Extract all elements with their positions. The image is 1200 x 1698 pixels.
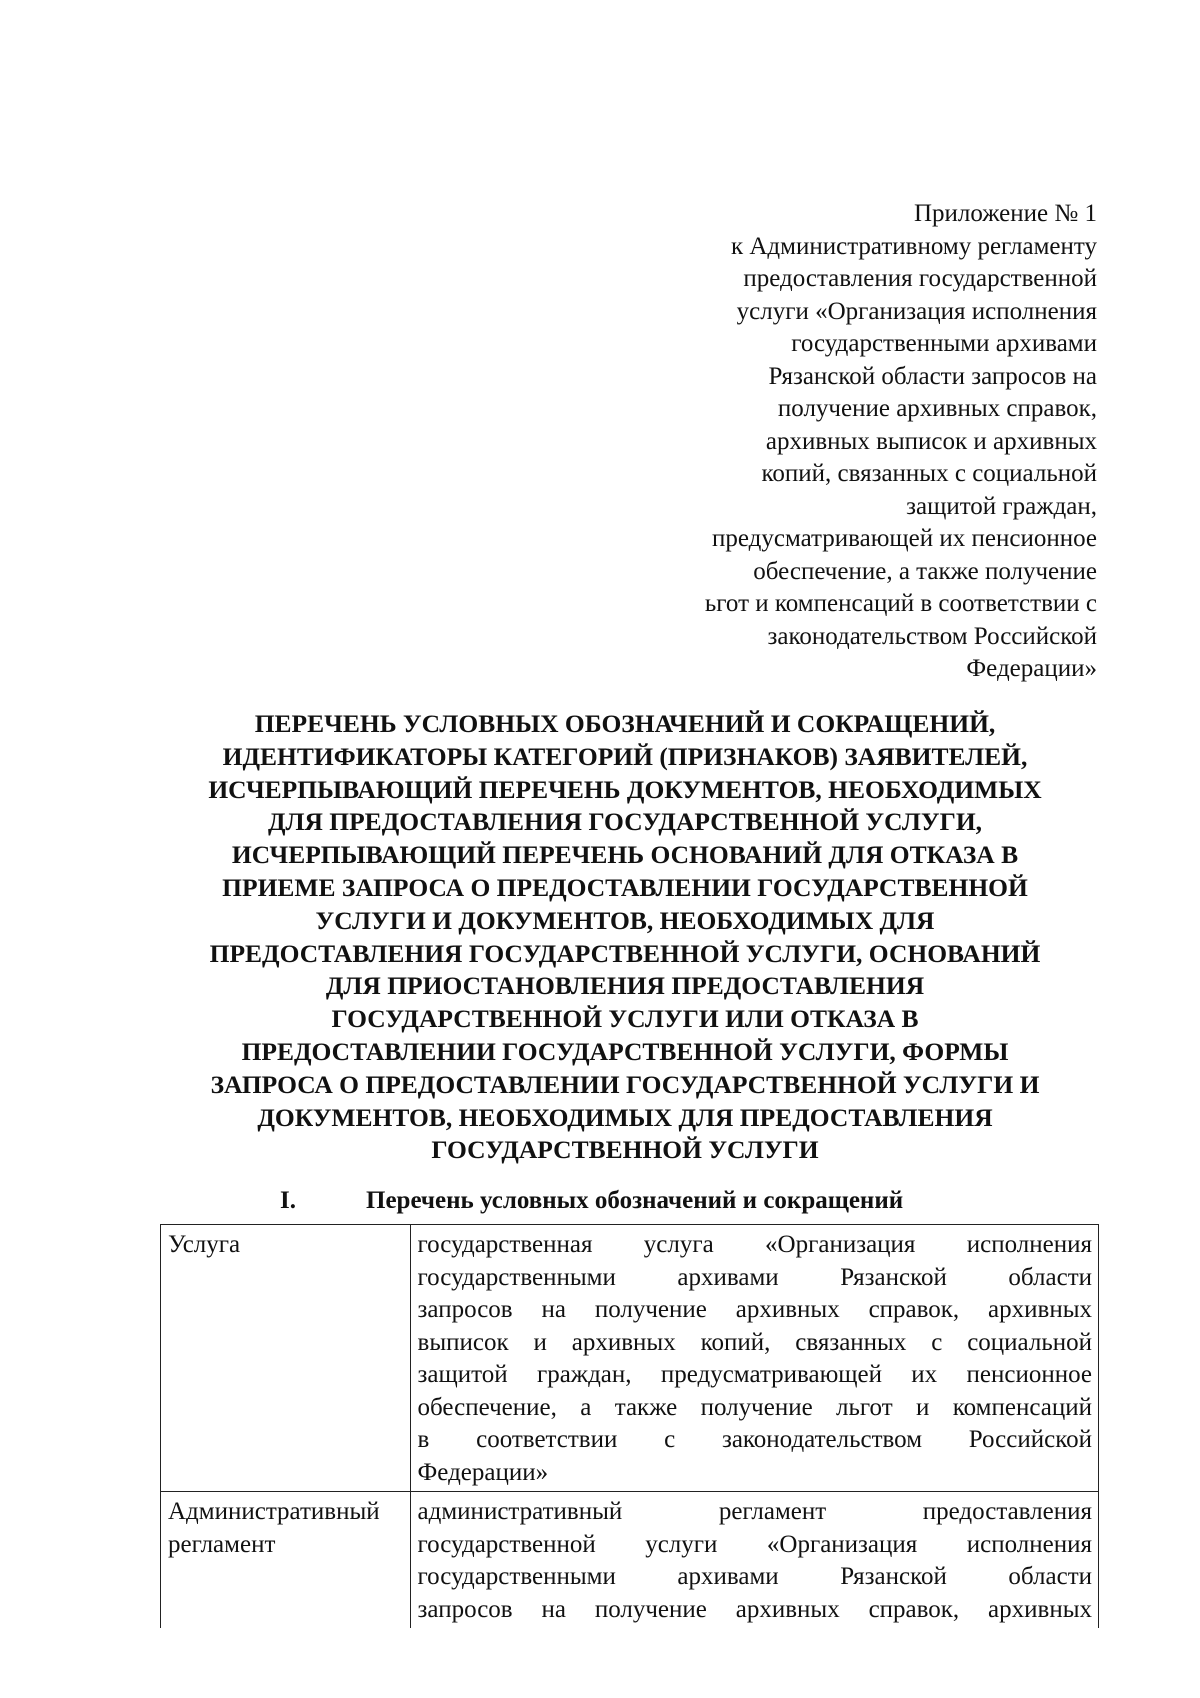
appendix-line: услуги «Организация исполнения [736, 297, 1097, 325]
title-line: ЗАПРОСА О ПРЕДОСТАВЛЕНИИ ГОСУДАРСТВЕННОЙ УСЛУГИ И [210, 1069, 1040, 1099]
title-line: ПРИЕМЕ ЗАПРОСА О ПРЕДОСТАВЛЕНИИ ГОСУДАРСТВЕННОЙ [222, 872, 1028, 902]
appendix-reference [577, 198, 1097, 686]
appendix-line: к Административному регламенту [730, 232, 1097, 260]
appendix-line: законодательством Российской [767, 622, 1097, 650]
appendix-line: Приложение № 1 [913, 200, 1097, 227]
title-line: ИСЧЕРПЫВАЮЩИЙ ПЕРЕЧЕНЬ ОСНОВАНИЙ ДЛЯ ОТКАЗА В [231, 840, 1019, 870]
appendix-line: архивных выписок и архивных [765, 427, 1097, 455]
definition-line: административный регламент предоставления [417, 1498, 1092, 1525]
definition-line: государственными архивами Рязанской области [417, 1263, 1092, 1291]
document-title [155, 708, 1095, 1167]
term-cell [161, 1225, 411, 1492]
title-line: ПРЕДОСТАВЛЕНИЯ ГОСУДАРСТВЕННОЙ УСЛУГИ, ОСНОВАНИЙ [209, 938, 1041, 968]
definition-cell [410, 1225, 1098, 1492]
definition-line: защитой граждан, предусматривающей их пенсионное [417, 1361, 1092, 1388]
appendix-line: обеспечение, а также получение [753, 557, 1097, 585]
title-line: ПРЕДОСТАВЛЕНИИ ГОСУДАРСТВЕННОЙ УСЛУГИ, ФОРМЫ [241, 1036, 1009, 1066]
section-heading [280, 1186, 903, 1216]
abbreviations-table [160, 1224, 1099, 1628]
appendix-line: получение архивных справок, [777, 395, 1097, 422]
title-line: ГОСУДАРСТВЕННОЙ УСЛУГИ ИЛИ ОТКАЗА В [331, 1004, 919, 1034]
title-line: ДОКУМЕНТОВ, НЕОБХОДИМЫХ ДЛЯ ПРЕДОСТАВЛЕНИЯ [257, 1102, 993, 1132]
appendix-line: государственными архивами [791, 330, 1097, 357]
definition-line: запросов на получение архивных справок, архивных [417, 1296, 1092, 1323]
definition-line: запросов на получение архивных справок, архивных [417, 1595, 1092, 1623]
definition-cell [410, 1492, 1098, 1629]
table-row [161, 1492, 1099, 1629]
term-cell [161, 1492, 411, 1629]
definition-line: государственной услуги «Организация исполнения [417, 1530, 1092, 1558]
term-line: регламент [168, 1530, 276, 1558]
section-number: I. [280, 1187, 296, 1214]
appendix-line: предусматривающей их пенсионное [711, 525, 1097, 552]
appendix-line: ьгот и компенсаций в соответствии с [704, 590, 1097, 617]
term-line: Административный [168, 1498, 380, 1525]
title-line: ДЛЯ ПРЕДОСТАВЛЕНИЯ ГОСУДАРСТВЕННОЙ УСЛУГИ, [267, 807, 983, 837]
definition-line: обеспечение, а также получение льгот и компенсаций [417, 1393, 1092, 1421]
definition-line: государственная услуга «Организация исполнения [417, 1231, 1092, 1258]
term-line: Услуга [168, 1231, 241, 1258]
section-title: Перечень условных обозначений и сокращений [366, 1187, 904, 1214]
definition-line: в соответствии с законодательством Российской [417, 1426, 1092, 1453]
title-line: ИСЧЕРПЫВАЮЩИЙ ПЕРЕЧЕНЬ ДОКУМЕНТОВ, НЕОБХОДИМЫХ [208, 774, 1042, 804]
title-line: УСЛУГИ И ДОКУМЕНТОВ, НЕОБХОДИМЫХ ДЛЯ [315, 905, 935, 935]
definition-line: Федерации» [417, 1458, 549, 1486]
appendix-line: Федерации» [966, 655, 1097, 682]
appendix-line: Рязанской области запросов на [768, 362, 1097, 390]
title-line: ИДЕНТИФИКАТОРЫ КАТЕГОРИЙ (ПРИЗНАКОВ) ЗАЯВИТЕЛЕЙ, [222, 741, 1028, 771]
appendix-line: предоставления государственной [743, 265, 1097, 292]
table-row [161, 1225, 1099, 1492]
definition-line: выписок и архивных копий, связанных с социальной [417, 1328, 1092, 1356]
title-line: ПЕРЕЧЕНЬ УСЛОВНЫХ ОБОЗНАЧЕНИЙ И СОКРАЩЕНИЙ, [254, 709, 996, 738]
definition-line: государственными архивами Рязанской области [417, 1563, 1092, 1590]
title-line: ДЛЯ ПРИОСТАНОВЛЕНИЯ ПРЕДОСТАВЛЕНИЯ [325, 971, 925, 1001]
title-line: ГОСУДАРСТВЕННОЙ УСЛУГИ [431, 1135, 819, 1165]
appendix-line: копий, связанных с социальной [761, 460, 1097, 487]
appendix-line: защитой граждан, [906, 492, 1097, 520]
